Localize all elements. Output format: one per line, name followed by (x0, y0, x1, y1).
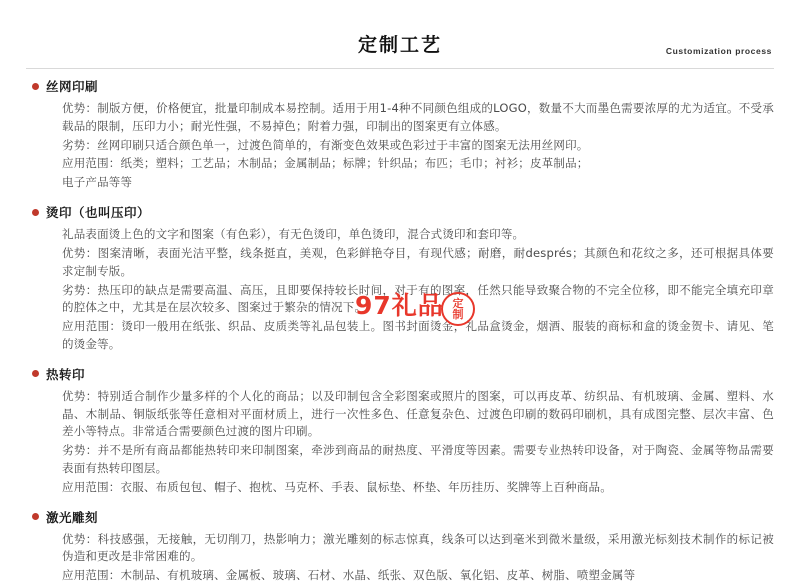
section-paragraph: 劣势：丝网印刷只适合颜色单一，过渡色简单的，有渐变色效果或色彩过于丰富的图案无法用丝网印。 (62, 137, 589, 152)
section-laser-engraving (26, 508, 774, 585)
section-title: 烫印（也叫压印） (46, 205, 151, 221)
section-paragraph: 应用范围：木制品、有机玻璃、金属板、玻璃、石材、水晶、纸张、双色版、氧化铝、皮革、树脂、喷塑金属等 (62, 568, 636, 583)
watermark-seal-text: 定制 (452, 297, 464, 321)
section-heading (32, 77, 774, 95)
section-title: 热转印 (46, 366, 86, 382)
section-hot-stamping (26, 203, 774, 354)
page-header (26, 0, 774, 62)
page-subtitle: Customization process (665, 46, 772, 56)
section-paragraph: 劣势：热压印的缺点是需要高温、高压，且即要保持较长时间，对于有的图案，任然只能导致聚合物的不完全位移，即不能完全填充印章的腔体之中，尤其是在层次较多、图案过于繁杂的情况下。 (62, 282, 774, 315)
bullet-icon (32, 83, 39, 90)
section-paragraph: 优势：制版方便，价格便宜，批量印制成本易控制。适用于用1-4种不同颜色组成的LOGO，数量不大而墨色需要浓厚的尤为适宜。不受承载品的限制，压印力小；耐光性强，不易掉色；附着力强，印制出的图案更有立体感。 (62, 101, 774, 133)
bullet-icon (32, 513, 39, 520)
section-paragraph: 应用范围：纸类；塑料；工艺品；木制品；金属制品；标牌；针织品；布匹；毛巾；衬衫；皮革制品； (62, 156, 589, 171)
section-paragraph: 优势：科技感强，无接触，无切削刀，热影响力；激光雕刻的标志惊真，线条可以达到毫米到微米量级，采用激光标刻技术制作的标记被伪造和更改是非常困难的。 (62, 531, 774, 564)
content-body (26, 69, 774, 585)
bullet-icon (32, 209, 39, 216)
section-paragraph: 应用范围：烫印一般用在纸张、织品、皮质类等礼品包装上。图书封面烫金，礼品盒烫金，烟酒、服装的商标和盒的烫金贺卡、请见、笔的烫金等。 (62, 319, 774, 351)
section-paragraph: 电子产品等等 (62, 175, 133, 190)
section-silkscreen (26, 77, 774, 192)
section-paragraph: 劣势：并不是所有商品都能热转印来印制图案，牵涉到商品的耐热度、平滑度等因素。需要专业热转印设备，对于陶瓷、金属等物品需要表面有热转印图层。 (62, 443, 774, 475)
section-paragraph: 礼品表面烫上色的文字和图案（有色彩），有无色烫印，单色烫印，混合式烫印和套印等。 (62, 227, 525, 242)
watermark-text: 97礼品 (355, 291, 444, 320)
section-paragraph: 优势：特别适合制作少量多样的个人化的商品；以及印制包含全彩图案或照片的图案，可以再皮革、纺织品、有机玻璃、金属、塑料、水晶、木制品、铜版纸张等任意相对平面材质上，进行一次性多色、任意复杂色、过渡色印刷的数码印刷机，具有成图完整、层次丰富、色差小等特点。非常适合需要颜色过渡的图片印刷。 (62, 388, 774, 439)
bullet-icon (32, 370, 39, 377)
page-title: 定制工艺 (357, 34, 442, 56)
section-title: 丝网印刷 (46, 79, 99, 94)
section-heat-transfer (26, 365, 774, 497)
section-heading (32, 203, 774, 221)
section-paragraph: 应用范围：衣服、布质包包、帽子、抱枕、马克杯、手表、鼠标垫、杯垫、年历挂历、奖牌等上百种商品。 (62, 479, 612, 494)
section-paragraph: 优势：图案清晰，表面光洁平整，线条挺直，美观，色彩鲜艳夺目，有现代感；耐磨，耐després；其颜色和花纹之多，还可根据具体要求定制专版。 (62, 245, 774, 278)
section-heading (32, 365, 774, 383)
section-title: 激光雕刻 (46, 509, 99, 525)
section-heading (32, 508, 774, 526)
